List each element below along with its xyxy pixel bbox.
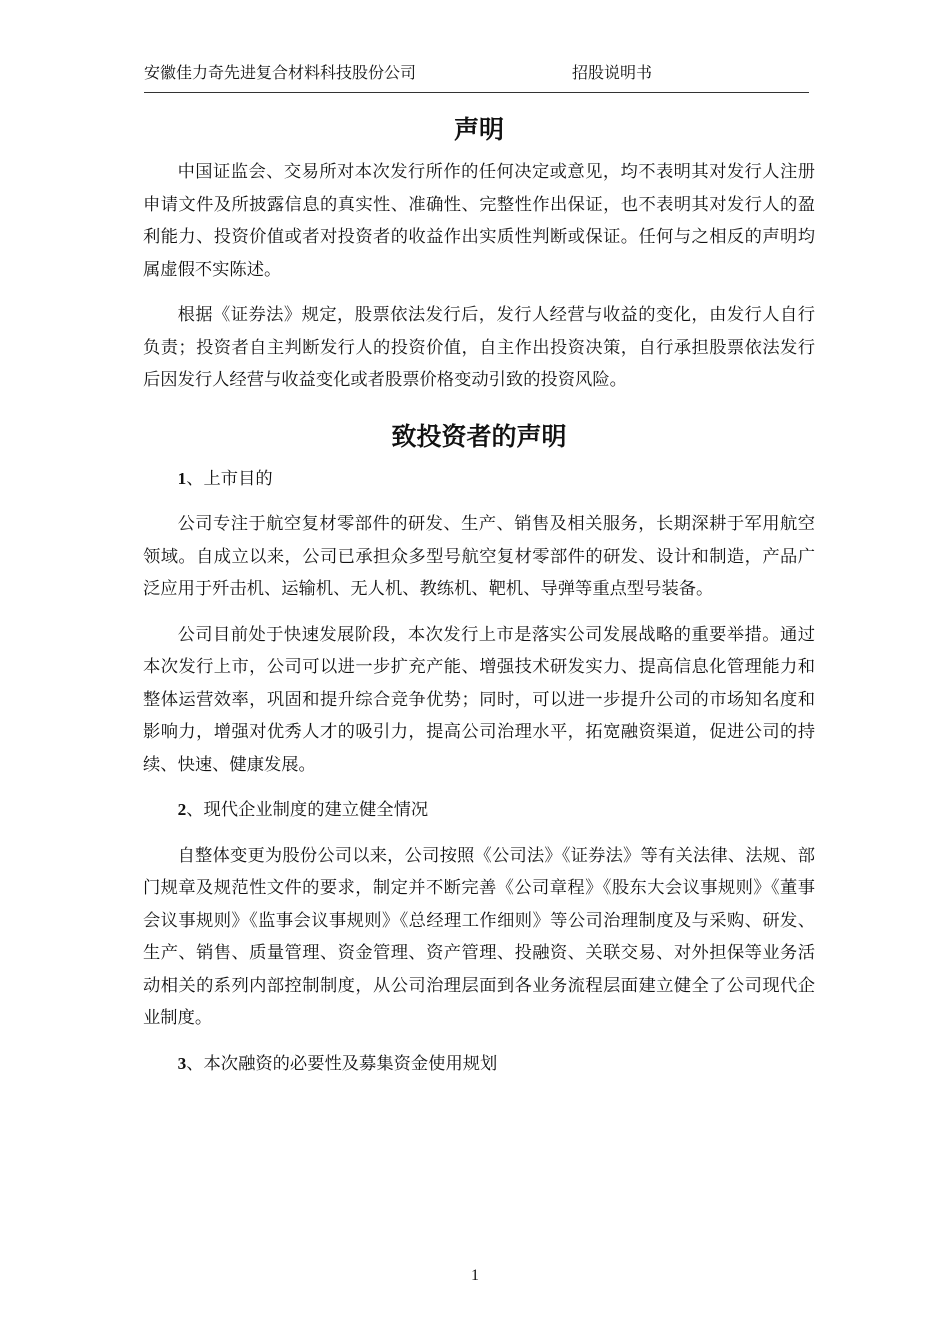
section-1-paragraph-2: 公司目前处于快速发展阶段，本次发行上市是落实公司发展战略的重要举措。通过本次发行上市，公司可以进一步扩充产能、增强技术研发实力、提高信息化管理能力和整体运营效率，巩固和提升综合竞争优势；同时，可以进一步提升公司的市场知名度和影响力，增强对优秀人才的吸引力，提高公司治理水平，拓宽融资渠道，促进公司的持续、快速、健康发展。 [143,624,815,775]
section-3-heading [143,1048,815,1081]
section-2-heading-text: 、现代企业制度的建立健全情况 [186,800,429,820]
document-body [143,112,815,1093]
section-1-number: 1 [177,468,187,488]
section-2-number: 2 [177,800,187,819]
statement-title: 声明 [453,115,504,144]
page-header [144,58,809,93]
header-company-name: 安徽佳力奇先进复合材料科技股份公司 [144,63,417,82]
statement-paragraph-2: 根据《证券法》规定，股票依法发行后，发行人经营与收益的变化，由发行人自行负责；投资者自主判断发行人的投资价值，自主作出投资决策，自行承担股票依法发行后因发行人经营与收益变化或者股票价格变动引致的投资风险。 [143,305,815,390]
section-3-number: 3 [177,1053,187,1073]
section-1-heading [143,463,815,496]
section-3-heading-text: 、本次融资的必要性及募集资金使用规划 [186,1053,498,1074]
section-2-paragraph-1: 自整体变更为股份公司以来，公司按照《公司法》《证券法》等有关法律、法规、部门规章及规范性文件的要求，制定并不断完善《公司章程》《股东大会议事规则》《董事会议事规则》《监事会议事规则》《总经理工作细则》等公司治理制度及与采购、研发、生产、销售、质量管理、资金管理、资产管理、投融资、关联交易、对外担保等业务活动相关的系列内部控制制度，从公司治理层面到各业务流程层面建立健全了公司现代企业制度。 [143,845,815,1028]
page-number: 1 [471,1267,479,1284]
section-2-heading [143,794,815,827]
section-1-heading-text: 、上市目的 [186,468,273,489]
statement-paragraph-1: 中国证监会、交易所对本次发行所作的任何决定或意见，均不表明其对发行人注册申请文件及所披露信息的真实性、准确性、完整性作出保证，也不表明其对发行人的盈利能力、投资价值或者对投资者的收益作出实质性判断或保证。任何与之相反的声明均属虚假不实陈述。 [143,162,815,280]
header-document-type: 招股说明书 [572,63,653,82]
investor-statement-title: 致投资者的声明 [391,421,567,451]
section-1-paragraph-1: 公司专注于航空复材零部件的研发、生产、销售及相关服务，长期深耕于军用航空领域。自成立以来，公司已承担众多型号航空复材零部件的研发、设计和制造，产品广泛应用于歼击机、运输机、无人机、教练机、靶机、导弹等重点型号装备。 [143,514,815,599]
